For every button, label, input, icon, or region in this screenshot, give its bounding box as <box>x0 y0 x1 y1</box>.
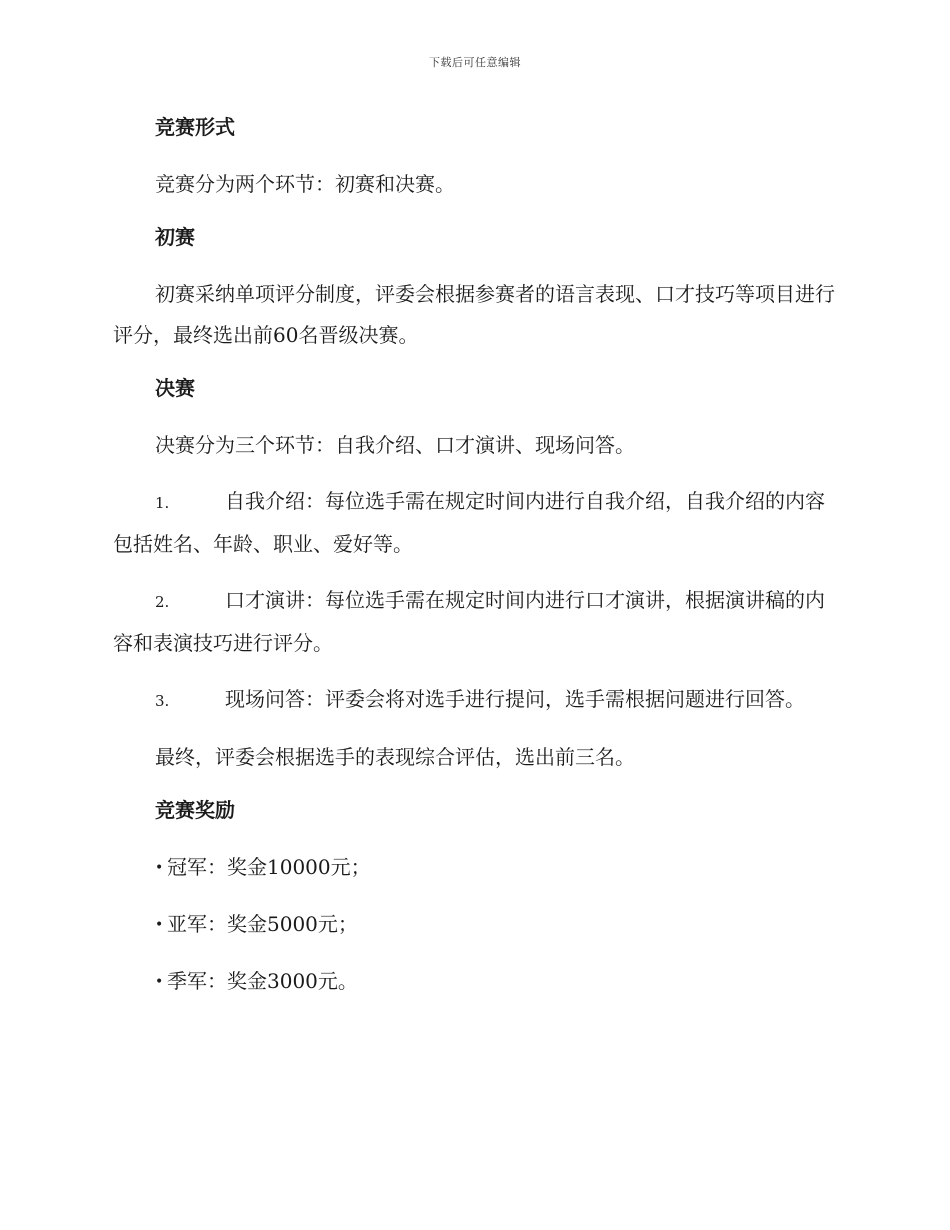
bullet-icon: • <box>155 974 164 990</box>
award-text: 亚军：奖金5000元； <box>167 912 358 936</box>
bullet-icon: • <box>155 917 164 933</box>
list-number: 2. <box>155 593 170 611</box>
bullet-icon: • <box>155 860 164 876</box>
final-summary-paragraph: 最终，评委会根据选手的表现综合评估，选出前三名。 <box>155 745 635 769</box>
award-text: 季军：奖金3000元。 <box>167 969 358 993</box>
format-paragraph: 竞赛分为两个环节：初赛和决赛。 <box>155 172 455 196</box>
document-body <box>113 110 835 1003</box>
final-item-3 <box>113 679 835 722</box>
section-heading-format: 竞赛形式 <box>155 115 235 139</box>
section-heading-awards: 竞赛奖励 <box>155 798 235 822</box>
section-heading-prelim: 初赛 <box>155 225 195 249</box>
final-item-2 <box>113 580 835 664</box>
award-text: 冠军：奖金10000元； <box>167 855 371 879</box>
list-item-text: 现场问答：评委会将对选手进行提问，选手需根据问题进行回答。 <box>225 687 805 711</box>
prelim-paragraph: 初赛采纳单项评分制度，评委会根据参赛者的语言表现、口才技巧等项目进行评分，最终选出前60名晋级决赛。 <box>113 282 835 347</box>
list-item-text: 口才演讲：每位选手需在规定时间内进行口才演讲，根据演讲稿的内容和表演技巧进行评分。 <box>113 588 825 655</box>
award-item-champion <box>113 847 835 889</box>
final-item-1 <box>113 481 835 565</box>
section-heading-final: 决赛 <box>155 376 195 400</box>
header-note: 下载后可任意编辑 <box>429 56 521 69</box>
award-item-runner-up <box>113 904 835 946</box>
award-item-third <box>113 961 835 1003</box>
list-number: 1. <box>155 494 170 512</box>
final-paragraph: 决赛分为三个环节：自我介绍、口才演讲、现场问答。 <box>155 433 635 457</box>
list-number: 3. <box>155 692 170 710</box>
list-item-text: 自我介绍：每位选手需在规定时间内进行自我介绍，自我介绍的内容包括姓名、年龄、职业、爱好等。 <box>113 489 825 556</box>
